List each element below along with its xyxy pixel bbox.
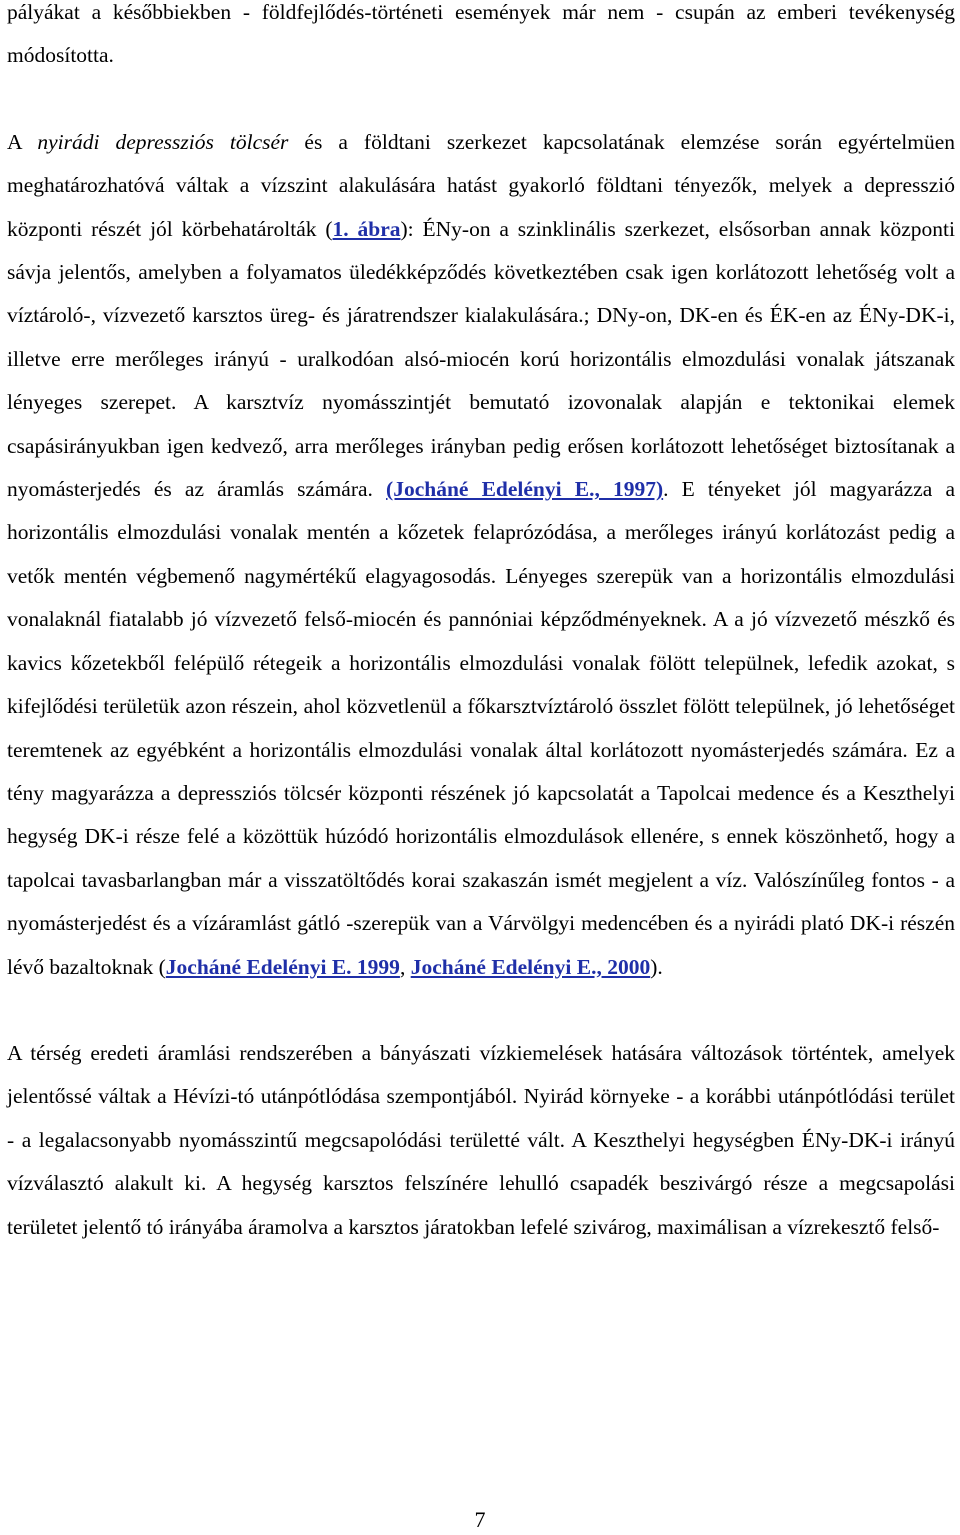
p2-segment-5: A karsztvíz nyomásszintjét bemutató izovonalak alapján e tektonikai elemek csapásirányukban igen kedvező, arra merőleges irányban pedig erősen korlátozott lehetőséget biztosítanak a nyomásterjedés és az áramlás számára. bbox=[7, 390, 955, 502]
paragraph-3 bbox=[7, 1032, 955, 1249]
paragraph-1 bbox=[7, 0, 955, 78]
italic-term: nyirádi depressziós tölcsér bbox=[37, 129, 289, 154]
figure-link[interactable]: 1. ábra bbox=[332, 216, 401, 241]
p2-segment-12: ). bbox=[650, 954, 663, 979]
p2-segment-1: A bbox=[7, 129, 38, 154]
p2-segment-9: Ez a tény magyarázza a depressziós tölcsér központi részének jó kapcsolatát a Tapolcai medence és a Keszthelyi hegység DK-i része felé a közöttük húzódó horizontális elmozdulások ellenére, s ennek köszönhető, hogy a tapolcai tavasbarlangban már a visszatöltődés korai szakaszán ismét megjelent a víz. bbox=[7, 737, 956, 892]
p2-segment-8: A a jó vízvezető mészkő és kavics kőzetekből felépülő rétegeik a horizontális elmozdulási vonalak fölött települnek, lefedik azokat, s kifejlődési területük azon részein, ahol közvetlenül a főkarsztvíztároló összlet fölött települnek, jó lehetőséget teremtenek az egyébként a horizontális elmozdulási vonalak által korlátozott nyomásterjedés számára. bbox=[7, 607, 955, 762]
p2-segment-4: ; DNy-on, DK-en és ÉK-en az ÉNy-DK-i, illetve erre merőleges irányú - uralkodóan alsó-miocén korú horizontális elmozdulási vonalak játszanak lényeges szerepet. bbox=[7, 303, 955, 415]
paragraph-1-text: pályákat a későbbiekben - földfejlődés-történeti események már nem - csupán az emberi tevékenység módosította. bbox=[7, 0, 955, 68]
document-page bbox=[7, 0, 955, 1249]
reference-link-2000[interactable]: Jocháné Edelényi E., 2000 bbox=[410, 954, 651, 979]
page-number: 7 bbox=[474, 1507, 486, 1532]
p2-segment-3: ): ÉNy-on a szinklinális szerkezet, elsősorban annak központi sávja jelentős, amelyben a folyamatos üledékképződés következtében csak igen korlátozott lehetőség volt a víztároló-, vízvezető karsztos üreg- és járatrendszer kialakulására. bbox=[7, 216, 955, 328]
p2-segment-7: Lényeges szerepük van a horizontális elmozdulási vonalaknál fiatalabb jó vízvezető felső-miocén és pannóniai képződményeknek. bbox=[7, 563, 956, 632]
paragraph-2 bbox=[7, 121, 955, 989]
p2-segment-10: Valószínűleg fontos - a nyomásterjedést és a vízáramlást gátló -szerepük van a Várvölgyi medencében és a nyirádi plató DK-i részén lévő bazaltoknak ( bbox=[7, 867, 955, 979]
p2-segment-11: , bbox=[399, 954, 411, 979]
p2-segment-2: és a földtani szerkezet kapcsolatának elemzése során egyértelmüen meghatározhatóvá váltak a vízszint alakulására hatást gyakorló földtani tényezők, melyek a depresszió központi részét jól körbehatárolták ( bbox=[7, 129, 956, 241]
p2-segment-6: . E tényeket jól magyarázza a horizontális elmozdulási vonalak mentén a kőzetek felaprózódása, a merőleges irányú korlátozást pedig a vetők mentén végbemenő nagymértékű elagyagosodás. bbox=[7, 477, 955, 588]
reference-link-1999[interactable]: Jocháné Edelényi E. 1999 bbox=[165, 954, 400, 979]
paragraph-3-text: A térség eredeti áramlási rendszerében a bányászati vízkiemelések hatására változások történtek, amelyek jelentőssé váltak a Hévízi-tó utánpótlódása szempontjából. Nyirád környeke - a korábbi utánpótlódási terület - a legalacsonyabb nyomásszintű megcsapolódási területté vált. A Keszthelyi hegységben ÉNy-DK-i irányú vízválasztó alakult ki. A hegység karsztos felszínére lehulló csapadék beszivárgó része a megcsapolási területet jelentő tó irányába áramolva a karsztos járatokban lefelé szivárog, maximálisan a vízrekesztő felső- bbox=[7, 1040, 955, 1239]
reference-link-1997[interactable]: (Jocháné Edelényi E., 1997) bbox=[386, 477, 664, 502]
